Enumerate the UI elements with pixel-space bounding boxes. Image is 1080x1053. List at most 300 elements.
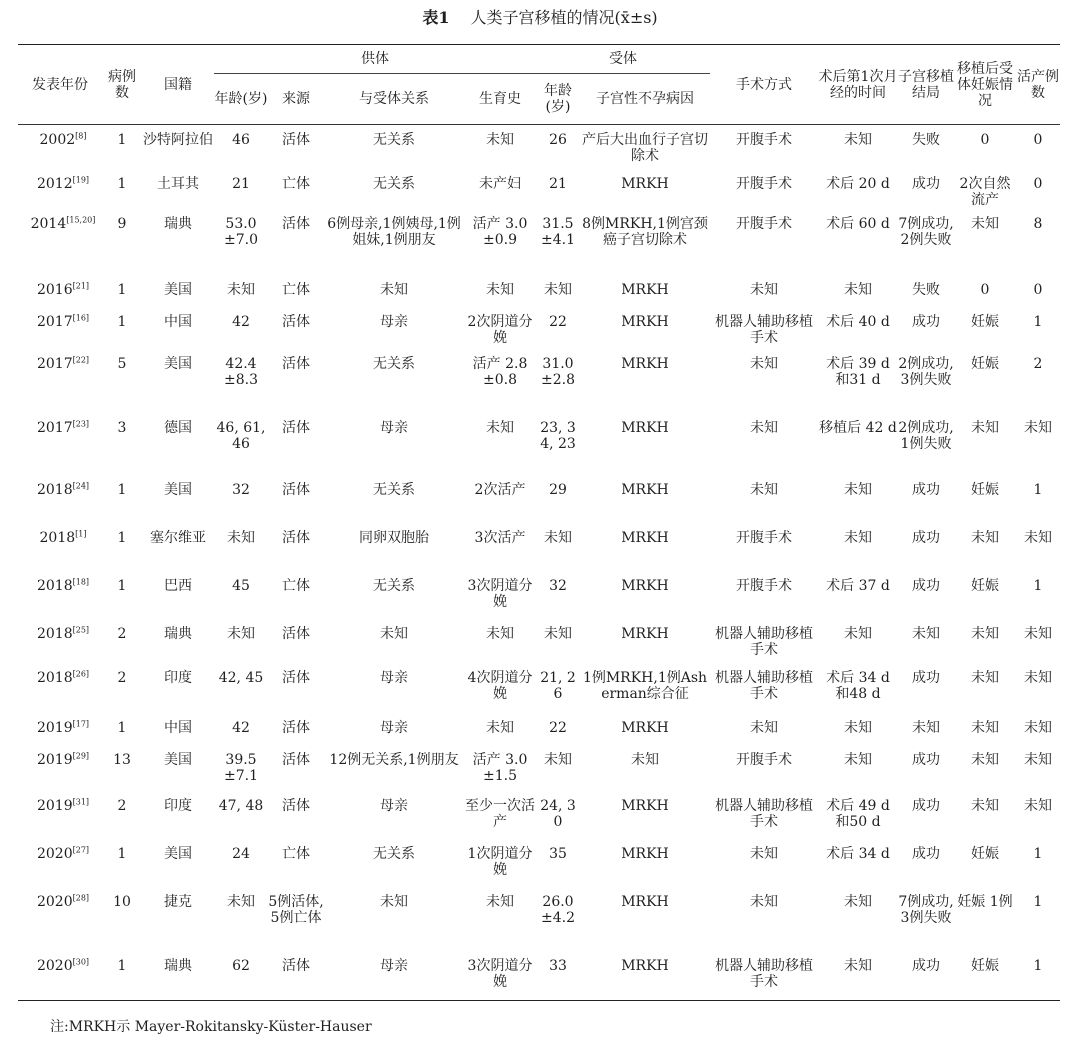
live-births-cell: 未知 (1024, 529, 1052, 546)
publication-year: 2018 (36, 625, 73, 642)
surgery-method-cell: 未知 (750, 481, 778, 498)
publication-year: 2017 (36, 313, 73, 330)
table-footnote: 注:MRKH示 Mayer-Rokitansky-Küster-Hauser (50, 1019, 372, 1035)
donor-relation-cell: 未知 (380, 625, 408, 642)
pregnancy-status-cell: 0 (980, 132, 990, 148)
transplant-outcome-cell: 成功 (912, 797, 940, 814)
infertility-cause-cell: MRKH (621, 481, 669, 498)
transplant-outcome-cell: 成功 (912, 845, 940, 862)
donor-relation-cell: 6例母亲,1例姨母,1例姐妹,1例朋友 (327, 215, 461, 248)
donor-source-cell: 亡体 (282, 175, 310, 192)
publication-year: 2020 (36, 957, 73, 974)
donor-age-cell: 39.5 ±7.1 (224, 751, 258, 784)
recipient-age-cell: 未知 (544, 751, 572, 768)
infertility-cause-cell: MRKH (621, 845, 669, 862)
citation-ref: [25] (72, 624, 90, 634)
donor-source-cell: 亡体 (282, 845, 310, 862)
nationality-cell: 巴西 (164, 577, 192, 594)
donor-source-cell: 活体 (282, 751, 310, 768)
year-cell (18, 413, 102, 475)
donor-fertility-cell: 2次阴道分娩 (467, 313, 533, 346)
first-menses-cell: 术后 39 d 和31 d (826, 355, 890, 388)
pregnancy-status-cell: 未知 (971, 529, 999, 546)
donor-age-cell: 47, 48 (218, 797, 264, 814)
donor-fertility-cell: 2次活产 (474, 481, 526, 498)
infertility-cause-cell: MRKH (621, 281, 669, 298)
header-recipient-group: 受体 (536, 45, 710, 74)
infertility-cause-cell: MRKH (621, 175, 669, 192)
publication-year: 2018 (36, 669, 73, 686)
donor-fertility-cell: 3次阴道分娩 (467, 957, 533, 990)
pregnancy-status-cell: 妊娠 (971, 355, 999, 372)
publication-year: 2016 (36, 281, 73, 298)
donor-fertility-cell: 4次阴道分娩 (467, 669, 533, 702)
infertility-cause-cell: MRKH (621, 893, 669, 910)
citation-ref: [1] (75, 528, 87, 538)
recipient-age-cell: 29 (549, 481, 567, 498)
year-cell (18, 275, 102, 307)
transplant-outcome-cell: 失败 (912, 281, 940, 298)
table-row (18, 523, 1060, 571)
live-births-cell: 0 (1033, 175, 1043, 192)
table-row (18, 475, 1060, 523)
nationality-cell: 美国 (164, 751, 192, 768)
live-births-cell: 1 (1033, 577, 1043, 594)
pregnancy-status-cell: 未知 (971, 419, 999, 436)
donor-fertility-cell: 3次阴道分娩 (467, 577, 533, 610)
surgery-method-cell: 开腹手术 (736, 175, 792, 192)
infertility-cause-cell: MRKH (621, 957, 669, 974)
publication-year: 2017 (36, 355, 73, 372)
publication-year: 2020 (36, 893, 73, 910)
infertility-cause-cell: MRKH (621, 719, 669, 736)
publication-year: 2012 (36, 175, 73, 192)
first-menses-cell: 术后 34 d (826, 845, 890, 862)
case-count-cell: 13 (113, 751, 131, 768)
transplant-outcome-cell: 2例成功,3例失败 (898, 355, 954, 388)
publication-year: 2019 (36, 751, 73, 768)
donor-age-cell: 未知 (227, 281, 255, 298)
pregnancy-status-cell: 妊娠 (971, 957, 999, 974)
header-cases: 病例数 (108, 68, 136, 101)
citation-ref: [17] (72, 718, 90, 728)
recipient-age-cell: 31.0 ±2.8 (541, 355, 575, 388)
citation-ref: [28] (72, 892, 90, 902)
first-menses-cell: 移植后 42 d (819, 419, 897, 436)
header-outcome: 子宫移植结局 (898, 68, 954, 101)
transplant-outcome-cell: 未知 (912, 719, 940, 736)
donor-source-cell: 活体 (282, 529, 310, 546)
header-nationality: 国籍 (164, 76, 192, 93)
table-row (18, 275, 1060, 307)
citation-ref: [23] (72, 418, 90, 428)
donor-fertility-cell: 至少一次活产 (465, 797, 535, 830)
table-row (18, 349, 1060, 413)
nationality-cell: 土耳其 (157, 175, 199, 192)
case-count-cell: 3 (117, 419, 127, 436)
case-count-cell: 1 (117, 132, 127, 148)
table-title: 人类子宫移植的情况(x̄±s) (470, 8, 658, 27)
donor-age-cell: 21 (232, 175, 250, 192)
nationality-cell: 塞尔维亚 (150, 529, 206, 546)
donor-age-cell: 62 (232, 957, 250, 974)
live-births-cell: 1 (1033, 481, 1043, 498)
pregnancy-status-cell: 未知 (971, 215, 999, 232)
transplant-outcome-cell: 7例成功,2例失败 (898, 215, 954, 248)
table-row (18, 169, 1060, 209)
year-cell (18, 663, 102, 713)
recipient-age-cell: 未知 (544, 529, 572, 546)
infertility-cause-cell: 1例MRKH,1例Asherman综合征 (582, 669, 708, 702)
nationality-cell: 印度 (164, 669, 192, 686)
pregnancy-status-cell: 妊娠 (971, 481, 999, 498)
recipient-age-cell: 22 (549, 719, 567, 736)
recipient-age-cell: 31.5 ±4.1 (541, 215, 575, 248)
donor-source-cell: 活体 (282, 313, 310, 330)
transplant-outcome-cell: 7例成功,3例失败 (898, 893, 954, 926)
year-cell (18, 619, 102, 663)
transplant-outcome-cell: 成功 (912, 577, 940, 594)
uterus-transplant-table (18, 44, 1060, 1001)
table-row (18, 209, 1060, 275)
donor-fertility-cell: 1次阴道分娩 (467, 845, 533, 878)
nationality-cell: 沙特阿拉伯 (143, 132, 213, 148)
transplant-outcome-cell: 2例成功,1例失败 (898, 419, 954, 452)
table-body (18, 125, 1060, 1001)
donor-fertility-cell: 未知 (486, 281, 514, 298)
surgery-method-cell: 机器人辅助移植手术 (715, 797, 813, 830)
donor-relation-cell: 母亲 (380, 419, 408, 436)
table-row (18, 413, 1060, 475)
donor-relation-cell: 无关系 (373, 175, 415, 192)
case-count-cell: 1 (117, 481, 127, 498)
live-births-cell: 1 (1033, 845, 1043, 862)
year-cell (18, 951, 102, 1001)
live-births-cell: 1 (1033, 893, 1043, 910)
donor-fertility-cell: 活产 3.0±0.9 (472, 215, 528, 248)
recipient-age-cell: 22 (549, 313, 567, 330)
donor-fertility-cell: 未知 (486, 419, 514, 436)
transplant-outcome-cell: 成功 (912, 669, 940, 686)
surgery-method-cell: 机器人辅助移植手术 (715, 669, 813, 702)
citation-ref: [26] (72, 668, 90, 678)
donor-source-cell: 活体 (282, 797, 310, 814)
pregnancy-status-cell: 未知 (971, 751, 999, 768)
header-recipient-age: 年龄(岁) (544, 83, 572, 115)
donor-age-cell: 53.0 ±7.0 (224, 215, 258, 248)
publication-year: 2018 (39, 529, 76, 546)
header-pregnancy: 移植后受体妊娠情况 (957, 60, 1013, 109)
donor-relation-cell: 无关系 (373, 355, 415, 372)
donor-age-cell: 24 (232, 845, 250, 862)
surgery-method-cell: 未知 (750, 893, 778, 910)
header-recipient-cause: 子宫性不孕病因 (596, 91, 694, 107)
citation-ref: [8] (75, 131, 87, 141)
surgery-method-cell: 机器人辅助移植手术 (715, 957, 813, 990)
citation-ref: [31] (72, 796, 90, 806)
donor-relation-cell: 12例无关系,1例朋友 (329, 751, 459, 768)
table-row (18, 839, 1060, 887)
recipient-age-cell: 未知 (544, 625, 572, 642)
citation-ref: [16] (72, 312, 90, 322)
donor-relation-cell: 无关系 (373, 845, 415, 862)
year-cell (18, 475, 102, 523)
first-menses-cell: 术后 20 d (826, 175, 890, 192)
nationality-cell: 印度 (164, 797, 192, 814)
case-count-cell: 1 (117, 313, 127, 330)
case-count-cell: 5 (117, 355, 127, 372)
publication-year: 2017 (36, 419, 73, 436)
table-row (18, 663, 1060, 713)
donor-source-cell: 活体 (282, 355, 310, 372)
donor-relation-cell: 无关系 (373, 132, 415, 148)
header-donor-age: 年龄(岁) (214, 91, 268, 107)
live-births-cell: 未知 (1024, 669, 1052, 686)
donor-source-cell: 活体 (282, 625, 310, 642)
year-cell (18, 791, 102, 839)
donor-source-cell: 活体 (282, 957, 310, 974)
surgery-method-cell: 未知 (750, 281, 778, 298)
live-births-cell: 未知 (1024, 719, 1052, 736)
donor-fertility-cell: 未知 (486, 625, 514, 642)
surgery-method-cell: 机器人辅助移植手术 (715, 625, 813, 658)
donor-fertility-cell: 未产妇 (479, 175, 521, 192)
donor-age-cell: 未知 (227, 625, 255, 642)
table-number: 表1 (422, 8, 450, 27)
donor-source-cell: 5例活体,5例亡体 (268, 893, 324, 926)
surgery-method-cell: 未知 (750, 845, 778, 862)
surgery-method-cell: 未知 (750, 355, 778, 372)
nationality-cell: 美国 (164, 281, 192, 298)
nationality-cell: 美国 (164, 845, 192, 862)
citation-ref: [21] (72, 280, 90, 290)
live-births-cell: 0 (1033, 132, 1043, 148)
donor-age-cell: 42 (232, 313, 250, 330)
donor-relation-cell: 未知 (380, 893, 408, 910)
header-live-births: 活产例数 (1017, 68, 1059, 101)
infertility-cause-cell: 8例MRKH,1例宫颈癌子宫切除术 (582, 215, 708, 248)
donor-age-cell: 42 (232, 719, 250, 736)
pregnancy-status-cell: 妊娠 (971, 845, 999, 862)
donor-age-cell: 42, 45 (218, 669, 264, 686)
case-count-cell: 1 (117, 957, 127, 974)
first-menses-cell: 术后 60 d (826, 215, 890, 232)
infertility-cause-cell: MRKH (621, 355, 669, 372)
publication-year: 2018 (36, 577, 73, 594)
donor-age-cell: 46, 61, 46 (216, 419, 266, 452)
infertility-cause-cell: 产后大出血行子宫切除术 (582, 132, 708, 164)
header-donor-relation: 与受体关系 (359, 91, 429, 107)
pregnancy-status-cell: 未知 (971, 625, 999, 642)
header-year: 发表年份 (32, 76, 88, 93)
table-row (18, 125, 1060, 169)
pregnancy-status-cell: 未知 (971, 797, 999, 814)
table-row (18, 951, 1060, 1001)
year-cell (18, 125, 102, 169)
surgery-method-cell: 开腹手术 (736, 132, 792, 148)
donor-fertility-cell: 3次活产 (474, 529, 526, 546)
transplant-outcome-cell: 成功 (912, 957, 940, 974)
surgery-method-cell: 机器人辅助移植手术 (715, 313, 813, 346)
first-menses-cell: 未知 (844, 132, 872, 148)
header-donor-source: 来源 (282, 91, 310, 107)
table-row (18, 571, 1060, 619)
first-menses-cell: 术后 37 d (826, 577, 890, 594)
infertility-cause-cell: MRKH (621, 529, 669, 546)
nationality-cell: 中国 (164, 719, 192, 736)
year-cell (18, 887, 102, 951)
year-cell (18, 307, 102, 349)
year-cell (18, 209, 102, 275)
first-menses-cell: 术后 34 d 和48 d (826, 669, 890, 702)
surgery-method-cell: 未知 (750, 419, 778, 436)
recipient-age-cell: 32 (549, 577, 567, 594)
table-row (18, 745, 1060, 791)
year-cell (18, 571, 102, 619)
live-births-cell: 2 (1033, 355, 1043, 372)
citation-ref: [15,20] (66, 214, 96, 224)
donor-age-cell: 未知 (227, 529, 255, 546)
citation-ref: [29] (72, 750, 90, 760)
donor-relation-cell: 未知 (380, 281, 408, 298)
table-row (18, 887, 1060, 951)
transplant-outcome-cell: 未知 (912, 625, 940, 642)
donor-age-cell: 未知 (227, 893, 255, 910)
donor-fertility-cell: 活产 2.8±0.8 (472, 355, 528, 388)
live-births-cell: 1 (1033, 957, 1043, 974)
recipient-age-cell: 35 (549, 845, 567, 862)
case-count-cell: 1 (117, 719, 127, 736)
case-count-cell: 2 (117, 625, 127, 642)
publication-year: 2019 (36, 719, 73, 736)
live-births-cell: 1 (1033, 313, 1043, 330)
pregnancy-status-cell: 未知 (971, 719, 999, 736)
citation-ref: [30] (72, 956, 90, 966)
year-cell (18, 169, 102, 209)
donor-fertility-cell: 未知 (486, 719, 514, 736)
table-row (18, 713, 1060, 745)
publication-year: 2018 (36, 481, 73, 498)
first-menses-cell: 未知 (844, 281, 872, 298)
recipient-age-cell: 26.0 ±4.2 (541, 893, 575, 926)
year-cell (18, 745, 102, 791)
first-menses-cell: 未知 (844, 957, 872, 974)
first-menses-cell: 术后 49 d 和50 d (826, 797, 890, 830)
year-cell (18, 523, 102, 571)
table-row (18, 791, 1060, 839)
pregnancy-status-cell: 0 (980, 281, 990, 298)
donor-fertility-cell: 活产 3.0±1.5 (472, 751, 528, 784)
publication-year: 2019 (36, 797, 73, 814)
case-count-cell: 10 (113, 893, 131, 910)
donor-age-cell: 32 (232, 481, 250, 498)
surgery-method-cell: 开腹手术 (736, 215, 792, 232)
recipient-age-cell: 21, 26 (540, 669, 576, 702)
donor-age-cell: 42.4 ±8.3 (224, 355, 258, 388)
donor-relation-cell: 无关系 (373, 577, 415, 594)
header-surgery: 手术方式 (736, 76, 792, 93)
infertility-cause-cell: MRKH (621, 313, 669, 330)
year-cell (18, 839, 102, 887)
surgery-method-cell: 开腹手术 (736, 577, 792, 594)
transplant-outcome-cell: 成功 (912, 751, 940, 768)
transplant-outcome-cell: 成功 (912, 481, 940, 498)
case-count-cell: 1 (117, 845, 127, 862)
nationality-cell: 瑞典 (164, 957, 192, 974)
case-count-cell: 2 (117, 797, 127, 814)
surgery-method-cell: 开腹手术 (736, 751, 792, 768)
donor-relation-cell: 母亲 (380, 669, 408, 686)
publication-year: 2002 (39, 132, 76, 148)
nationality-cell: 捷克 (164, 893, 192, 910)
nationality-cell: 瑞典 (164, 215, 192, 232)
header-donor-group: 供体 (214, 45, 536, 74)
donor-source-cell: 活体 (282, 215, 310, 232)
first-menses-cell: 未知 (844, 719, 872, 736)
first-menses-cell: 未知 (844, 751, 872, 768)
donor-relation-cell: 母亲 (380, 797, 408, 814)
case-count-cell: 1 (117, 281, 127, 298)
nationality-cell: 中国 (164, 313, 192, 330)
pregnancy-status-cell: 2次自然流产 (959, 175, 1011, 208)
donor-age-cell: 46 (232, 132, 250, 148)
pregnancy-status-cell: 妊娠 (971, 577, 999, 594)
first-menses-cell: 未知 (844, 481, 872, 498)
live-births-cell: 未知 (1024, 625, 1052, 642)
pregnancy-status-cell: 未知 (971, 669, 999, 686)
first-menses-cell: 未知 (844, 893, 872, 910)
pregnancy-status-cell: 妊娠 (971, 313, 999, 330)
donor-relation-cell: 同卵双胞胎 (359, 529, 429, 546)
live-births-cell: 未知 (1024, 751, 1052, 768)
first-menses-cell: 术后 40 d (826, 313, 890, 330)
citation-ref: [22] (72, 354, 90, 364)
live-births-cell: 8 (1033, 215, 1043, 232)
transplant-outcome-cell: 成功 (912, 175, 940, 192)
citation-ref: [27] (72, 844, 90, 854)
publication-year: 2020 (36, 845, 73, 862)
first-menses-cell: 未知 (844, 625, 872, 642)
recipient-age-cell: 24, 30 (540, 797, 576, 830)
infertility-cause-cell: MRKH (621, 625, 669, 642)
nationality-cell: 美国 (164, 481, 192, 498)
header-menses: 术后第1次月经的时间 (818, 68, 898, 101)
infertility-cause-cell: MRKH (621, 797, 669, 814)
donor-source-cell: 活体 (282, 719, 310, 736)
donor-age-cell: 45 (232, 577, 250, 594)
year-cell (18, 349, 102, 413)
surgery-method-cell: 未知 (750, 719, 778, 736)
case-count-cell: 9 (117, 215, 127, 232)
donor-relation-cell: 母亲 (380, 957, 408, 974)
case-count-cell: 1 (117, 529, 127, 546)
surgery-method-cell: 开腹手术 (736, 529, 792, 546)
nationality-cell: 美国 (164, 355, 192, 372)
transplant-outcome-cell: 成功 (912, 313, 940, 330)
recipient-age-cell: 21 (549, 175, 567, 192)
publication-year: 2014 (30, 215, 67, 232)
year-cell (18, 713, 102, 745)
live-births-cell: 未知 (1024, 419, 1052, 436)
citation-ref: [18] (72, 576, 90, 586)
donor-source-cell: 活体 (282, 669, 310, 686)
table-row (18, 307, 1060, 349)
live-births-cell: 0 (1033, 281, 1043, 298)
donor-fertility-cell: 未知 (486, 893, 514, 910)
infertility-cause-cell: 未知 (631, 751, 659, 768)
donor-relation-cell: 母亲 (380, 313, 408, 330)
transplant-outcome-cell: 失败 (912, 132, 940, 148)
